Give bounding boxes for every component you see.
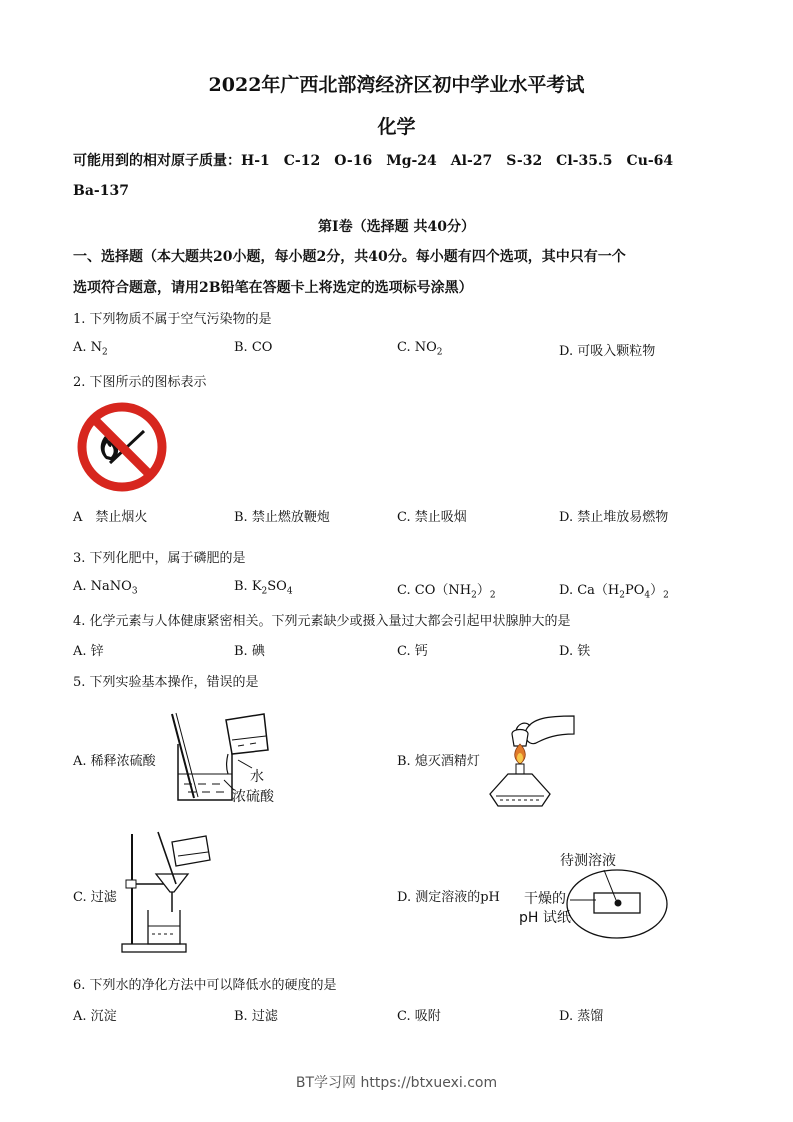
q5-option-d: D. 测定溶液的pH	[397, 890, 500, 905]
atomic-masses-line1: 可能用到的相对原子质量：H-1 C-12 O-16 Mg-24 Al-27 S-32 Cl-35.5 Cu-64	[73, 153, 674, 169]
alcohol-lamp-diagram	[486, 708, 578, 812]
q6-option-c: C. 吸附	[397, 1009, 441, 1024]
atomic-masses-line2: Ba-137	[73, 183, 129, 199]
filtration-diagram	[118, 830, 216, 956]
q3-option-a: A. NaNO$_3$	[73, 579, 138, 597]
q3-option-c: C. $CO(NH_2)_2$	[397, 583, 496, 601]
q5-stem: 5. 下列实验基本操作，错误的是	[73, 675, 259, 690]
q1-option-b: B. CO	[234, 340, 273, 355]
q5-option-c: C. 过滤	[73, 890, 117, 905]
q1-option-a: A. $N_2$	[73, 340, 108, 358]
q4-option-b: B. 碘	[234, 644, 265, 659]
instruction-line1: 一、选择题（本大题共20小题，每小题2分，共40分。每小题有四个选项，其中只有一个	[73, 249, 626, 265]
instruction-line2: 选项符合题意，请用2B铅笔在答题卡上将选定的选项标号涂黑）	[73, 280, 473, 296]
q6-option-a: A. 沉淀	[73, 1009, 117, 1024]
section-title: 第I卷（选择题 共40分）	[318, 219, 475, 235]
footer-watermark: BT学习网 https://btxuexi.com	[295, 1075, 498, 1091]
q3-stem: 3. 下列化肥中，属于磷肥的是	[73, 551, 246, 566]
q4-option-c: C. 钙	[397, 644, 428, 659]
q4-option-a: A. 锌	[73, 644, 104, 659]
q2-option-a: A 禁止烟火	[73, 510, 148, 525]
q1-stem: 1. 下列物质不属于空气污染物的是	[73, 312, 272, 327]
q5-option-a: A. 稀释浓硫酸	[73, 754, 156, 769]
q4-stem: 4. 化学元素与人体健康紧密相关。下列元素缺少或摄入量过大都会引起甲状腺肿大的是	[73, 614, 571, 629]
q2-option-b: B. 禁止燃放鞭炮	[234, 510, 330, 525]
subject-title: 化学	[377, 116, 416, 138]
q6-option-b: B. 过滤	[234, 1009, 278, 1024]
exam-title: 2022年广西北部湾经济区初中学业水平考试	[208, 74, 585, 96]
q1-option-c: C. $NO_2$	[397, 340, 443, 358]
no-fire-sign-icon	[76, 401, 168, 493]
q3-option-d: D. $Ca(H_2PO_4)_2$	[559, 583, 669, 601]
label-water: 水	[250, 769, 264, 785]
q6-stem: 6. 下列水的净化方法中可以降低水的硬度的是	[73, 978, 337, 993]
q2-stem: 2. 下图所示的图标表示	[73, 375, 207, 390]
label-dry-paper-1: 干燥的	[524, 891, 566, 907]
q5-option-b: B. 熄灭酒精灯	[397, 754, 480, 769]
q4-option-d: D. 铁	[559, 644, 591, 659]
label-dry-paper-2: pH 试纸	[519, 910, 571, 926]
q6-option-d: D. 蒸馏	[559, 1009, 604, 1024]
q2-option-d: D. 禁止堆放易燃物	[559, 510, 669, 525]
label-test-solution: 待测溶液	[560, 853, 616, 869]
label-conc-acid: 浓硫酸	[232, 789, 274, 805]
q3-option-b: B. $K_2SO_4$	[234, 579, 293, 597]
q2-option-c: C. 禁止吸烟	[397, 510, 467, 525]
q1-option-d: D. 可吸入颗粒物	[559, 344, 656, 359]
